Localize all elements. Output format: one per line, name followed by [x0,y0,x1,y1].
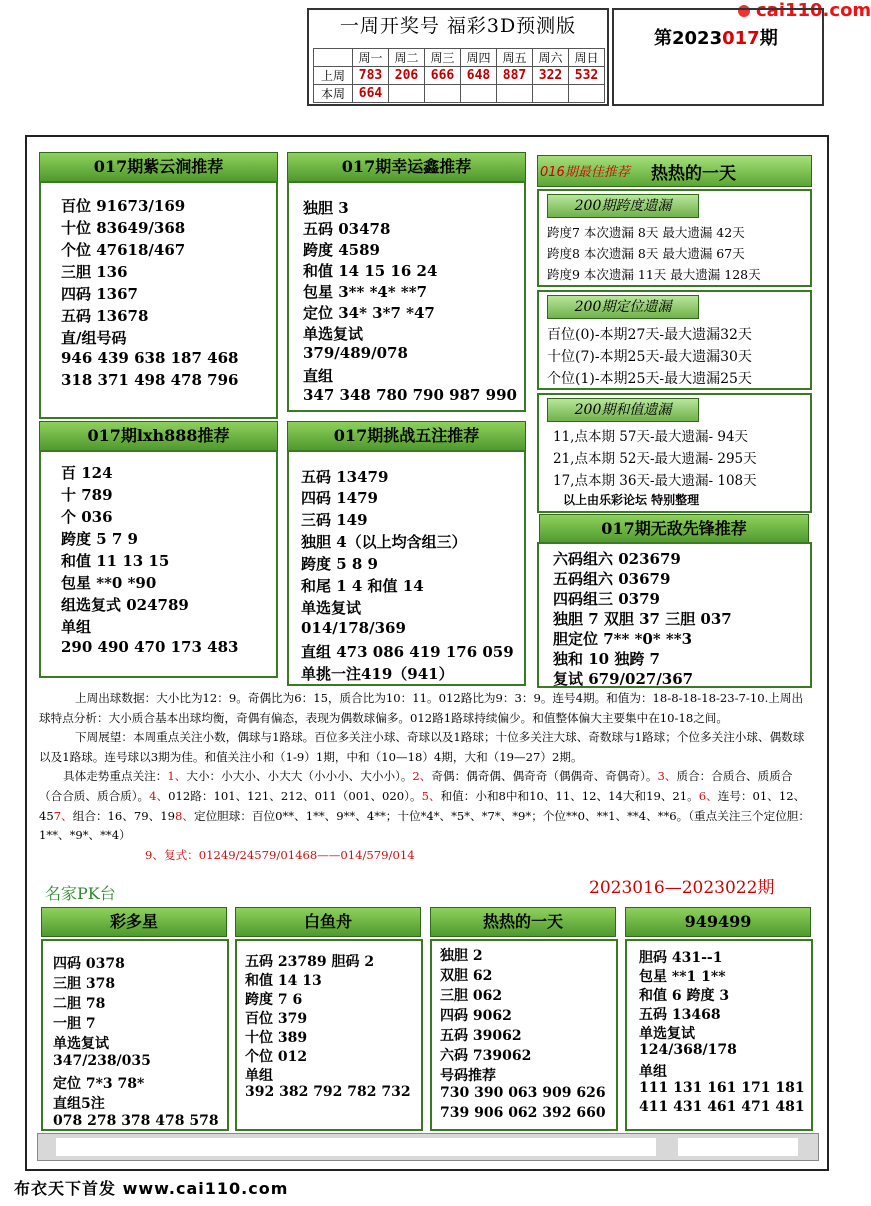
position-miss-box [537,290,812,390]
panel-line: 379/489/078 [303,344,408,362]
panel-line: 单挑一注419（941） [301,665,454,683]
draw-number [569,85,605,103]
issue-box [612,8,824,106]
day-cell: 周三 [425,49,461,67]
panel-line: 组选复式 024789 [61,596,189,614]
panel-line: 五码 13479 [301,468,389,486]
sum-miss-box [537,393,812,513]
pk-line: 和值 6 跨度 3 [639,988,730,1004]
panel-line: 946 439 638 187 468 [61,349,239,367]
pk-panel-baiyuzhou [235,939,423,1131]
panel-line: 独胆 7 双胆 37 三胆 037 [553,610,732,628]
panel-title: 017期lxh888推荐 [39,421,278,451]
draw-number [425,85,461,103]
pk-line: 739 906 062 392 660 [440,1105,606,1121]
best-pick-header [537,155,812,187]
best-pick-name: 热热的一天 [651,164,736,184]
pk-line: 124/368/178 [639,1042,737,1058]
panel-line: 包星 **0 *90 [61,574,157,592]
day-cell: 周五 [497,49,533,67]
draw-number: 322 [533,67,569,85]
draw-number: 648 [461,67,497,85]
panel-line: 复试 679/027/367 [553,670,694,688]
pk-line: 730 390 063 909 626 [440,1085,606,1101]
panel-line: 百 124 [61,464,113,482]
pk-title: 彩多星 [41,907,227,937]
bottom-bar-blank [56,1138,656,1156]
best-pick-issue: 016期最佳推荐 [540,165,630,180]
analysis-trend [39,767,811,845]
pk-line: 胆码 431--1 [639,950,723,966]
analysis-text [39,689,811,865]
pk-title: 949499 [625,907,811,937]
panel-line: 独胆 4（以上均含组三） [301,533,467,551]
pk-line: 411 431 461 471 481 [639,1099,805,1115]
day-cell: 周二 [389,49,425,67]
this-week-label: 本周 [314,85,353,103]
panel-tiaozhan [287,450,526,686]
issue-prefix: 第2023 [654,28,723,49]
pk-line: 五码 23789 胆码 2 [245,954,375,970]
pk-line: 078 278 378 478 578 [53,1113,219,1129]
panel-line: 定位 34* 3*7 *47 [303,304,435,322]
pk-line: 包星 **1 1** [639,969,726,985]
pk-label: 名家PK台 [45,884,116,903]
trend-num: 2、 [412,769,432,784]
pk-line: 六码 739062 [440,1048,532,1064]
trend-item: 和值：小和8中和10、11、12、14大和19、21。 [440,788,699,803]
panel-line: 独胆 3 [303,199,349,217]
pk-line: 五码 39062 [440,1028,522,1044]
panel-line: 318 371 498 478 796 [61,371,239,389]
sum-miss-line: 11,点本期 57天-最大遗漏- 94天 [553,429,749,445]
panel-line: 单组 [61,618,92,636]
panel-line: 个 036 [61,508,113,526]
panel-line: 三胆 136 [61,263,128,281]
sum-miss-line: 21,点本期 52天-最大遗漏- 295天 [553,451,757,467]
pk-line: 五码 13468 [639,1007,721,1023]
pk-panel-caiduoxing [41,939,229,1131]
issue-range: 2023016—2023022期 [589,878,775,898]
pk-line: 四码 9062 [440,1008,512,1024]
panel-xingyunxin [287,181,526,412]
draw-number: 664 [353,85,389,103]
pk-line: 定位 7*3 78* [53,1076,145,1092]
trend-num: 1、 [167,769,187,784]
issue-num: 017 [722,28,760,49]
panel-line: 290 490 470 173 483 [61,638,239,656]
position-miss-line: 百位(0)-本期27天-最大遗漏32天 [547,327,752,343]
panel-line: 四码 1367 [61,285,138,303]
panel-line: 独和 10 独跨 7 [553,650,660,668]
sum-miss-title: 200期和值遗漏 [547,398,699,422]
draw-number [389,85,425,103]
pk-line: 双胆 62 [440,968,493,984]
pk-line: 个位 012 [245,1049,308,1065]
draw-number [497,85,533,103]
panel-line: 014/178/369 [301,619,406,637]
trend-num: 6、 [698,788,718,803]
pk-line: 二胆 78 [53,996,106,1012]
span-miss-title: 200期跨度遗漏 [547,194,699,218]
panel-line: 五码 03478 [303,220,391,238]
draw-number [533,85,569,103]
issue-suffix: 期 [759,28,778,49]
trend-item: 012路：101、121、212、011（001、020）。 [168,788,422,803]
bottom-bar-blank [678,1138,798,1156]
panel-title: 017期幸运鑫推荐 [287,152,526,182]
panel-line: 单选复试 [303,325,364,343]
trend-item: 组合：16、79、19 [72,808,175,823]
day-cell: 周四 [461,49,497,67]
day-cell: 周日 [569,49,605,67]
panel-line: 直组 [303,367,334,385]
position-miss-title: 200期定位遗漏 [547,295,699,319]
draw-number: 666 [425,67,461,85]
span-miss-line: 跨度7 本次遗漏 8天 最大遗漏 42天 [547,225,745,240]
pk-line: 号码推荐 [440,1068,496,1084]
panel-ziyunjian [39,181,278,419]
draw-number: 532 [569,67,605,85]
position-miss-line: 个位(1)-本期25天-最大遗漏25天 [547,371,752,387]
pk-title: 白鱼舟 [235,907,421,937]
pk-line: 直组5注 [53,1096,105,1112]
pk-line: 三胆 378 [53,976,116,992]
trend-num: 5、 [421,788,441,803]
position-miss-line: 十位(7)-本期25天-最大遗漏30天 [547,349,752,365]
draw-number: 887 [497,67,533,85]
pk-line: 392 382 792 782 732 [245,1084,411,1100]
pk-line: 单选复试 [639,1026,695,1042]
panel-line: 十 789 [61,486,113,504]
draw-number: 206 [389,67,425,85]
pk-line: 独胆 2 [440,948,483,964]
corner-cell [314,49,353,67]
panel-line: 三码 149 [301,511,368,529]
issue-number [654,24,778,50]
panel-line: 五码 13678 [61,307,149,325]
trend-num: 8、 [174,808,194,823]
trend-num: 3、 [657,769,677,784]
trend-item: 奇偶：偶奇偶、偶奇奇（偶偶奇、奇偶奇）。 [431,769,658,784]
weekly-draw-table [307,8,609,106]
pk-line: 百位 379 [245,1011,308,1027]
trend-item: 大小：小大小、小大大（小小小、大小小）。 [186,769,413,784]
pk-line: 单组 [245,1068,273,1084]
panel-line: 六码组六 023679 [553,550,681,568]
panel-line: 跨度 5 8 9 [301,555,378,573]
panel-line: 四码 1479 [301,489,378,507]
bottom-bar [37,1133,819,1161]
draw-number [461,85,497,103]
panel-line: 四码组三 0379 [553,590,660,608]
pk-title: 热热的一天 [430,907,616,937]
pk-line: 347/238/035 [53,1053,151,1069]
day-cell: 周一 [353,49,389,67]
trend-num: 4、 [149,788,169,803]
day-cell: 周六 [533,49,569,67]
span-miss-line: 跨度8 本次遗漏 8天 最大遗漏 67天 [547,246,745,261]
trend-item: 质合：合质合、质质合（合合质、质合质）。 [39,769,793,803]
last-week-label: 上周 [314,67,353,85]
credit-line: 以上由乐彩论坛 特别整理 [563,493,700,507]
analysis-combo: 9、复式：01249/24579/01468——014/579/014 [145,847,415,862]
pk-line: 和值 14 13 [245,973,322,989]
pk-line: 一胆 7 [53,1016,96,1032]
span-miss-line: 跨度9 本次遗漏 11天 最大遗漏 128天 [547,267,761,282]
span-miss-box [537,189,812,287]
panel-line: 和值 11 13 15 [61,552,170,570]
panel-line: 和值 14 15 16 24 [303,262,438,280]
panel-line: 和尾 1 4 和值 14 [301,577,424,595]
panel-line: 跨度 5 7 9 [61,530,138,548]
analysis-next-week: 下周展望：本周重点关注小数，偶球与1路球。百位多关注小球、奇球以及1路球；十位多关注大球、奇数球与1路球；个位多关注小球、偶数球以及1路球。连号球以3期为佳。和值关注小和（1-9）1期，中和（10—18）4期，大和（19—27）2期。 [39,730,805,764]
panel-line: 347 348 780 790 987 990 [303,386,517,404]
panel-line: 个位 47618/467 [61,241,186,259]
site-badge-text: cai110.com [756,0,871,21]
pk-line: 十位 389 [245,1030,308,1046]
panel-line: 直组 473 086 419 176 059 [301,643,514,661]
panel-title: 017期无敌先锋推荐 [539,514,809,544]
panel-line: 十位 83649/368 [61,219,186,237]
trend-item: 定位胆球：百位0**、1**、9**、4**；十位*4*、*5*、*7*、*9*；个位**0、**1、**4、**6。（重点关注三个定位胆：1**、*9*、**4） [39,808,810,843]
pk-line: 单选复试 [53,1036,109,1052]
draw-number: 783 [353,67,389,85]
panel-line: 单选复试 [301,599,362,617]
panel-lxh888 [39,450,278,678]
trend-item: 连号：01、12、45 [39,788,806,823]
pk-panel-949499 [625,939,813,1131]
pk-line: 四码 0378 [53,956,125,972]
panel-line: 直/组号码 [61,329,127,347]
pk-line: 单组 [639,1064,667,1080]
panel-title: 017期挑战五注推荐 [287,421,526,451]
pk-line: 三胆 062 [440,988,503,1004]
pk-line: 跨度 7 6 [245,992,303,1008]
panel-line: 包星 3** *4* **7 [303,283,428,301]
pk-line: 111 131 161 171 181 [639,1080,805,1096]
header-title: 一周开奖号 福彩3D预测版 [339,15,577,37]
trend-num: 7、 [53,808,73,823]
analysis-last-week: 上周出球数据：大小比为12：9。奇偶比为6：15，质合比为10：11。012路比为9：3：9。连号4期。和值为：18-8-18-18-23-7-10.上周出球特点分析：大小质合基本出球均衡，奇偶有偏态，表现为偶数球偏多。012路1路球持续偏少。和值整体偏大主要集中在10-18之间。 [39,691,804,725]
panel-wudi [537,542,812,688]
sum-miss-line: 17,点本期 36天-最大遗漏- 108天 [553,473,757,489]
pk-panel-rerede [430,939,618,1131]
panel-line: 五码组六 03679 [553,570,671,588]
draw-grid [313,48,605,103]
panel-title: 017期紫云涧推荐 [39,152,278,182]
panel-line: 胆定位 7** *0* **3 [553,630,693,648]
panel-line: 跨度 4589 [303,241,380,259]
panel-line: 百位 91673/169 [61,197,186,215]
main-frame [25,135,829,1171]
footer-text: 布衣天下首发 www.cai110.com [14,1179,289,1198]
trend-lead: 具体走势重点关注： [63,769,168,784]
